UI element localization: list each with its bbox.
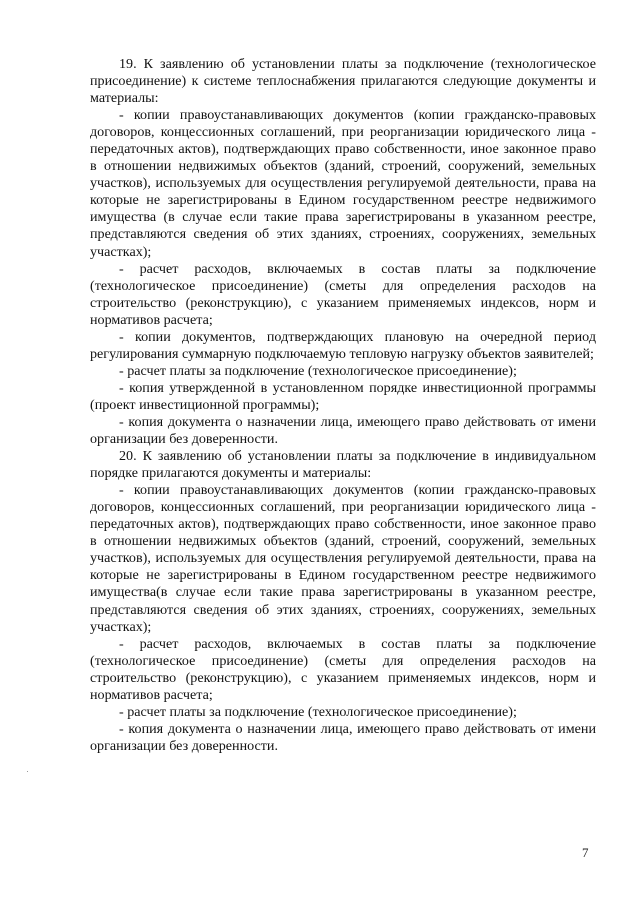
clause-19-item-authorized-person: - копия документа о назначении лица, имеющего право действовать от имени организации без доверенности. <box>90 413 596 448</box>
clause-20-intro: 20. К заявлению об установлении платы за подключение в индивидуальном порядке прилагаются документы и материалы: <box>90 448 596 482</box>
clause-19-item-ownership-documents: - копии правоустанавливающих документов (копии гражданско-правовых договоров, концессионных соглашений, при реорганизации юридического лица - передаточных актов), подтверждающих право собственности, иное законное право в отношении недвижимых объектов (зданий, строений, сооружений, земельных участков), используемых для осуществления регулируемой деятельности, права на которые не зарегистрированы в Едином государственном реестре недвижимого имущества (в случае если такие права зарегистрированы в указанном реестре, представляются сведения об этих зданиях, строениях, сооружениях, земельных участках); <box>90 107 596 260</box>
document-body <box>90 56 596 755</box>
clause-20-item-fee-calculation: - расчет платы за подключение (технологическое присоединение); <box>119 703 517 720</box>
clause-19-item-investment-program: - копия утвержденной в установленном порядке инвестиционной программы (проект инвестиционной программы); <box>90 379 596 413</box>
clause-20-item-authorized-person: - копия документа о назначении лица, имеющего право действовать от имени организации без доверенности. <box>90 720 596 754</box>
margin-dot <box>27 771 28 772</box>
page-number: 7 <box>582 845 589 860</box>
clause-20-item-ownership-documents: - копии правоустанавливающих документов (копии гражданско-правовых договоров, концессионных соглашений, при реорганизации юридического лица - передаточных актов), подтверждающих право собственности, иное законное право в отношении недвижимых объектов (зданий, строений, сооружений, земельных участков), используемых для осуществления регулируемой деятельности, права на которые не зарегистрированы в Едином государственном реестре недвижимого имущества(в случае если такие права зарегистрированы в указанном реестре, представляются сведения об этих зданиях, строениях, сооружениях, земельных участках); <box>90 482 596 635</box>
clause-19-item-expense-calculation: - расчет расходов, включаемых в состав платы за подключение (технологическое присоединение) (сметы для определения расходов на строительство (реконструкцию), с указанием применяемых индексов, норм и нормативов расчета; <box>90 260 596 328</box>
clause-19-item-heat-load-documents: - копии документов, подтверждающих плановую на очередной период регулирования суммарную подключаемую тепловую нагрузку объектов заявителей; <box>90 328 596 362</box>
clause-19-intro: 19. К заявлению об установлении платы за подключение (технологическое присоединение) к системе теплоснабжения прилагаются следующие документы и материалы: <box>90 56 596 107</box>
clause-19-item-fee-calculation: - расчет платы за подключение (технологическое присоединение); <box>119 362 517 379</box>
clause-20-item-expense-calculation: - расчет расходов, включаемых в состав платы за подключение (технологическое присоединение) (сметы для определения расходов на строительство (реконструкцию), с указанием применяемых индексов, норм и нормативов расчета; <box>90 635 596 703</box>
